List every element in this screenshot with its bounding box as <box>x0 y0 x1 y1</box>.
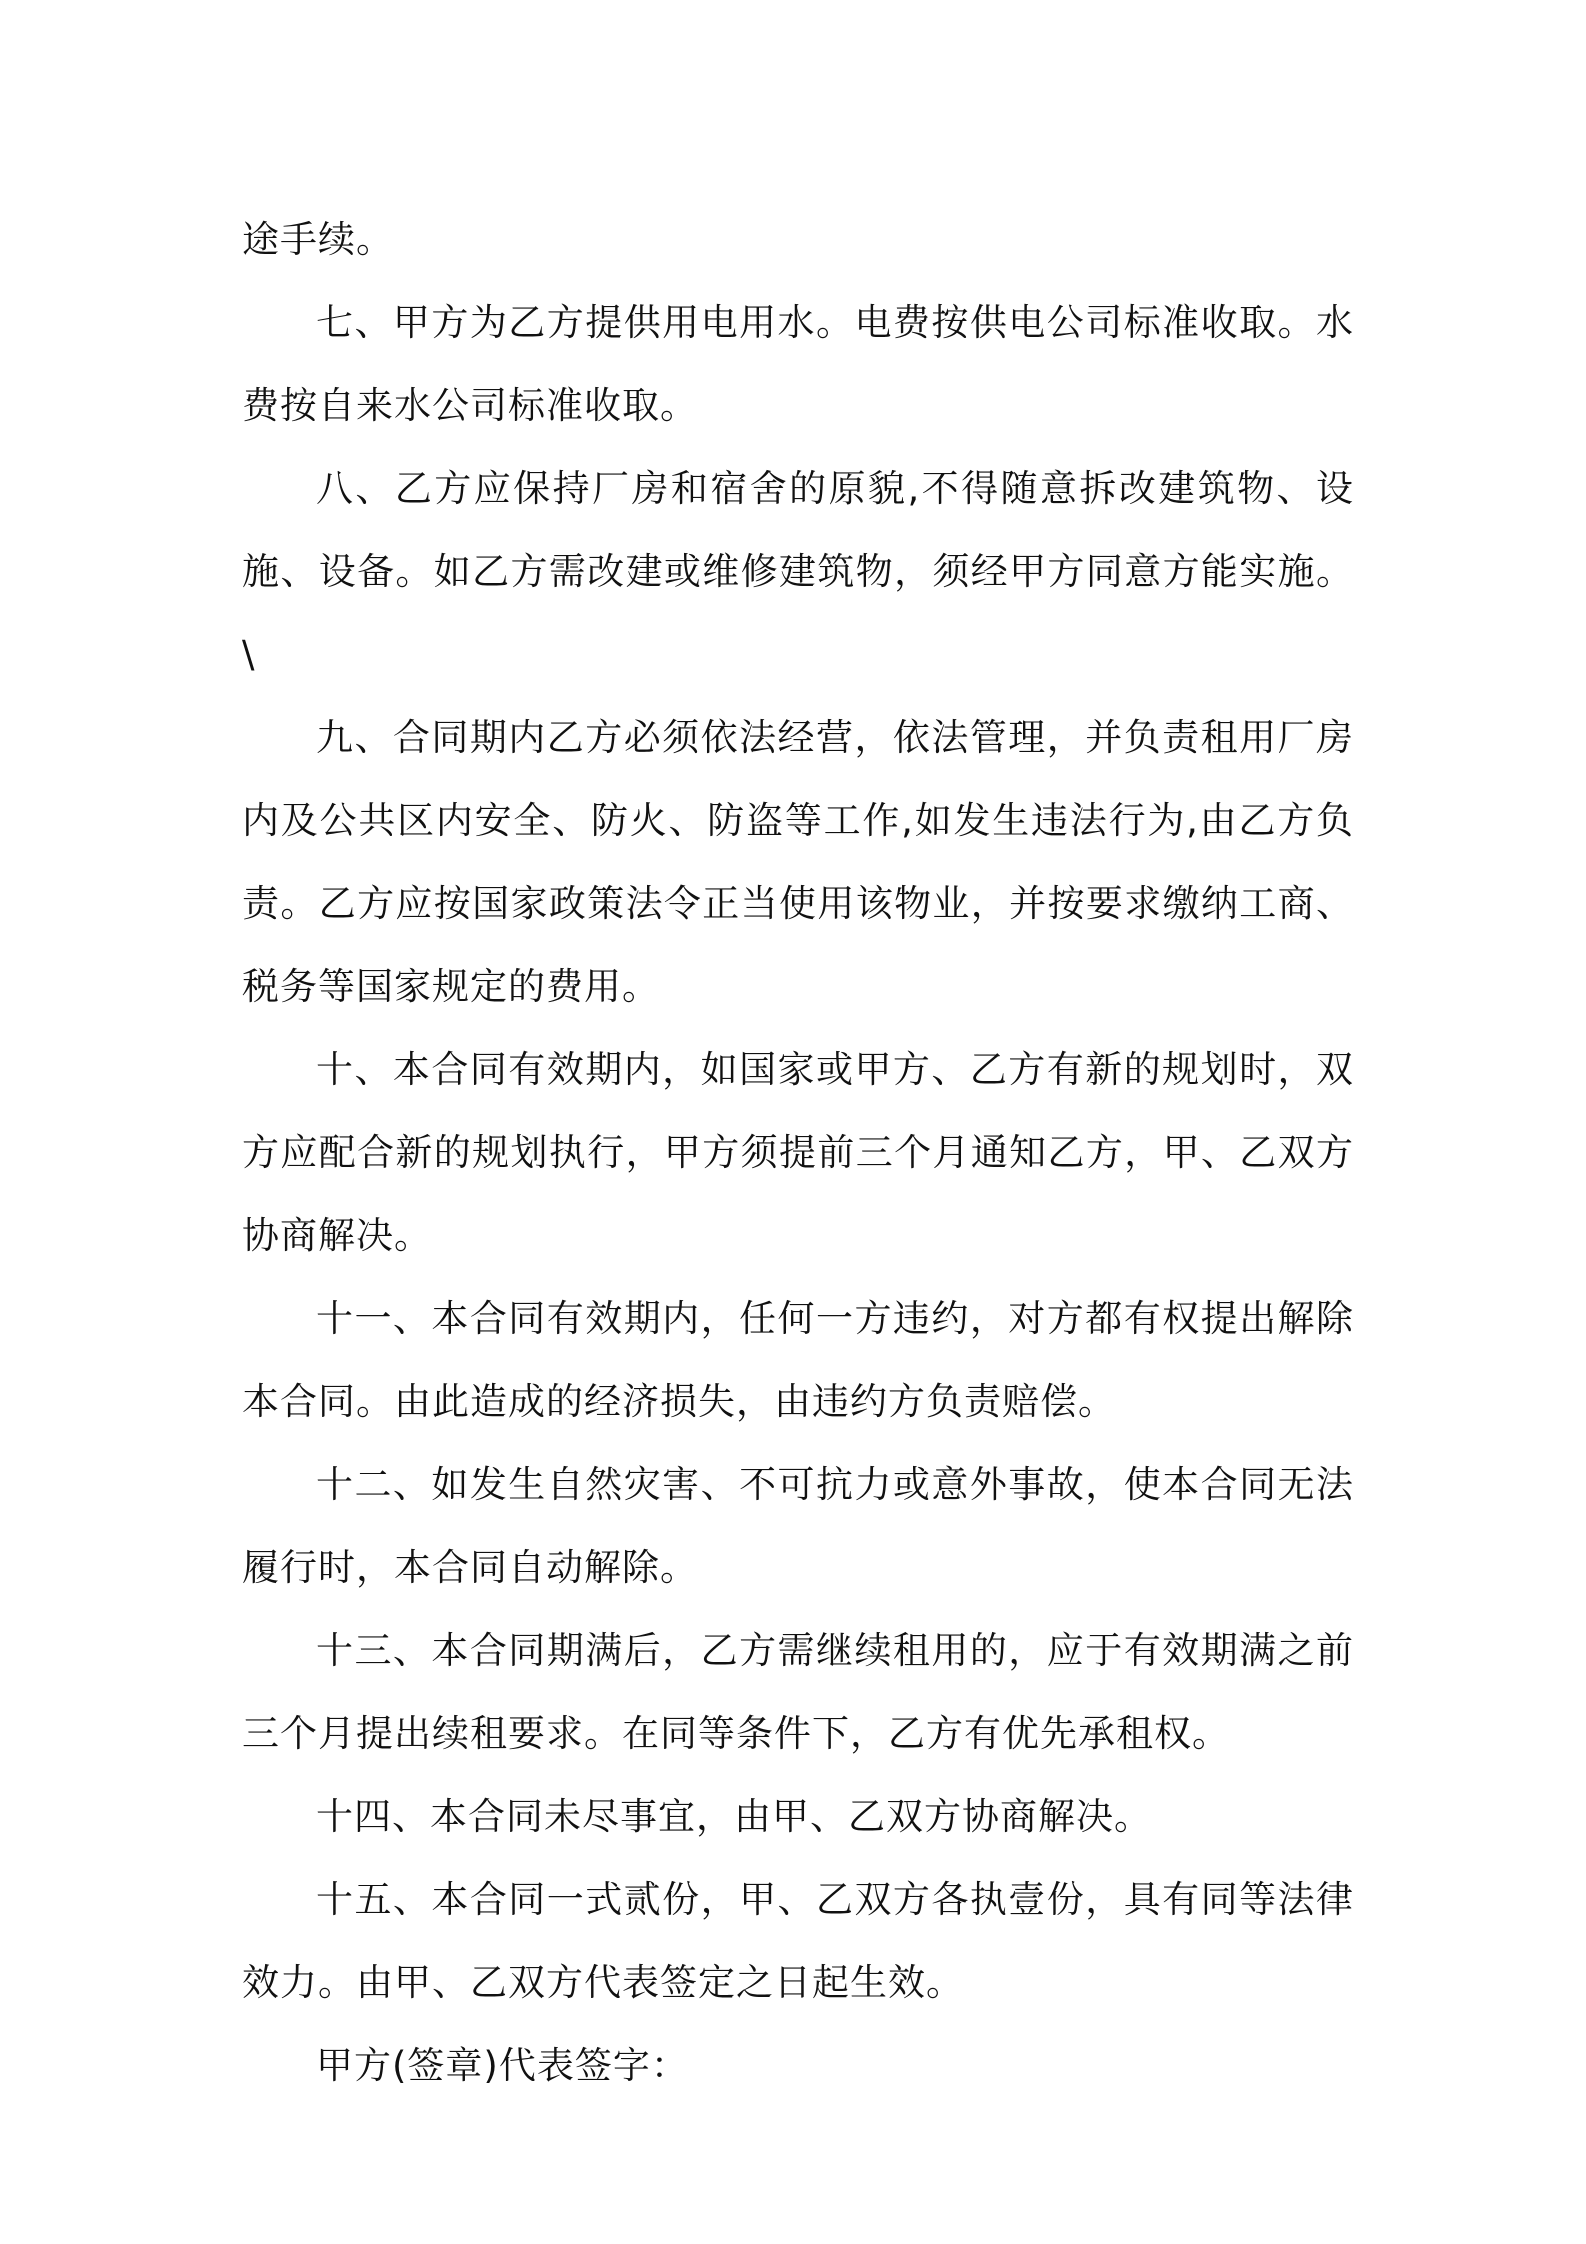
document-body <box>242 198 1354 2107</box>
clause-10: 十、本合同有效期内，如国家或甲方、乙方有新的规划时，双方应配合新的规划执行，甲方须提前三个月通知乙方，甲、乙双方协商解决。 <box>242 1048 1354 1257</box>
clause-15: 十五、本合同一式贰份，甲、乙双方各执壹份，具有同等法律效力。由甲、乙双方代表签定之日起生效。 <box>242 1878 1354 2004</box>
clause-13: 十三、本合同期满后，乙方需继续租用的，应于有效期满之前三个月提出续租要求。在同等条件下，乙方有优先承租权。 <box>242 1629 1354 1755</box>
clause-7: 七、甲方为乙方提供用电用水。电费按供电公司标准收取。水费按自来水公司标准收取。 <box>242 301 1354 427</box>
clause-8: 八、乙方应保持厂房和宿舍的原貌,不得随意拆改建筑物、设施、设备。如乙方需改建或维修建筑物，须经甲方同意方能实施。\ <box>242 467 1354 676</box>
party-a-signature-line: 甲方(签章)代表签字： <box>316 2044 689 2087</box>
clause-11: 十一、本合同有效期内，任何一方违约，对方都有权提出解除本合同。由此造成的经济损失，由违约方负责赔偿。 <box>242 1297 1354 1423</box>
paragraph-continuation: 途手续。 <box>242 218 394 261</box>
clause-9: 九、合同期内乙方必须依法经营，依法管理，并负责租用厂房内及公共区内安全、防火、防盗等工作,如发生违法行为,由乙方负责。乙方应按国家政策法令正当使用该物业，并按要求缴纳工商、税务等国家规定的费用。 <box>242 716 1354 1008</box>
clause-12: 十二、如发生自然灾害、不可抗力或意外事故，使本合同无法履行时，本合同自动解除。 <box>242 1463 1354 1589</box>
clause-14: 十四、本合同未尽事宜，由甲、乙双方协商解决。 <box>316 1795 1152 1838</box>
